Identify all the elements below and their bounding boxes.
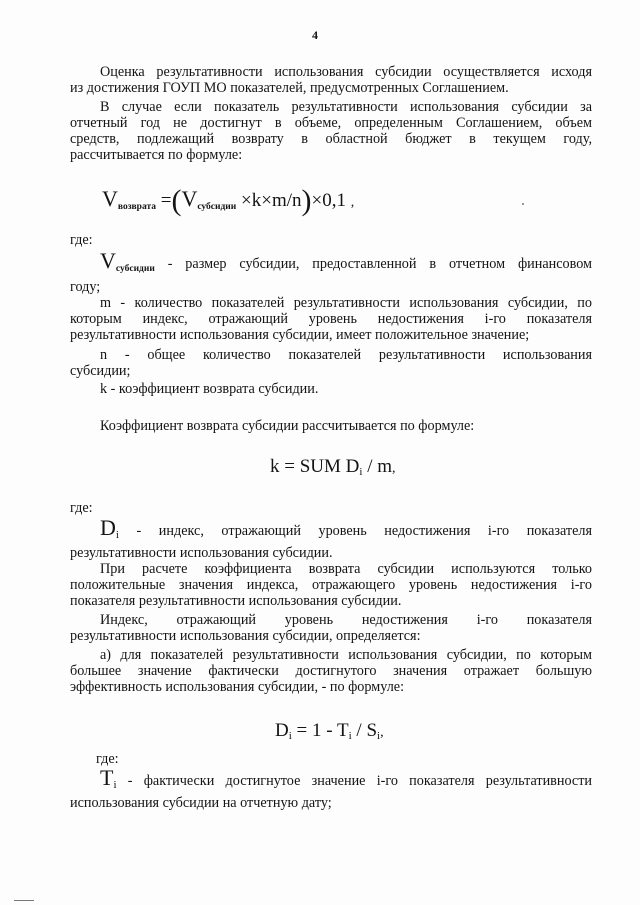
text-line: При расчете коэффициента возврата субсидии используются только: [100, 561, 592, 577]
text-line: результативности использования субсидии, определяется:: [70, 628, 421, 644]
text-line: которым индекс, отражающий уровень недостижения i-го показателя: [70, 311, 592, 327]
page-number: 4: [312, 28, 318, 42]
text-line: показателя результативности использования субсидии.: [70, 593, 402, 609]
text-line: использования субсидии на отчетную дату;: [70, 795, 332, 811]
text-line: из достижения ГОУП МО показателей, предусмотренных Соглашением.: [70, 80, 509, 96]
speck: [522, 203, 524, 205]
formula-coefficient: k = SUM Di / m,: [270, 456, 396, 478]
text-line: m - количество показателей результативности использования субсидии, по: [100, 295, 592, 311]
paragraph-return-case: [70, 99, 592, 163]
definition-v-subsidy: $V_{субсидии}$ - размер субсидии, предоставленной в отчетном финансовом году;: [70, 248, 593, 295]
text-line: эффективность использования субсидии, - по формуле:: [70, 679, 405, 695]
where-label: где:: [70, 500, 93, 516]
paragraph-index: [70, 612, 592, 644]
where-label: где:: [96, 751, 119, 767]
paragraph-calculation: [70, 561, 592, 609]
text-line: Индекс, отражающий уровень недостижения i-го показателя: [100, 612, 592, 628]
definition-t: $T_i$ - фактически достигнутое значение i-го показателя результативности использования субсидии на отчетную дату;: [70, 765, 592, 811]
formula-return-amount: $V_{возврата} =(V_{субсидии} \times k\times m/n)\times 0,1$ ,: [102, 184, 355, 217]
text-line: результативности использования субсидии, имеет положительное значение;: [70, 327, 530, 343]
definition-n: [70, 347, 592, 379]
text-line: Оценка результативности использования субсидии осуществляется исходя: [100, 64, 592, 80]
definition-k: k - коэффициент возврата субсидии.: [100, 381, 319, 397]
text-line: отчетный год не достигнут в объеме, определенным Соглашением, объем: [70, 115, 592, 131]
text-line: В случае если показатель результативности использования субсидии за: [100, 99, 592, 115]
formula-index: Di = 1 - Ti / Si,: [275, 720, 384, 742]
footer-divider: [14, 900, 34, 901]
definition-d: $D_i$ - индекс, отражающий уровень недостижения i-го показателя результативности использования субсидии.: [70, 515, 592, 561]
coefficient-intro: Коэффициент возврата субсидии рассчитывается по формуле:: [100, 418, 475, 434]
text-line: средств, подлежащий возврату в областной бюджет в текущем году,: [70, 131, 592, 147]
paragraph-item-a: [70, 647, 592, 695]
text-line: году;: [70, 279, 101, 295]
text-line: а) для показателей результативности использования субсидии, по которым: [100, 647, 592, 663]
text-line: большее значение фактически достигнутого значения отражает большую: [70, 663, 592, 679]
text-line: результативности использования субсидии.: [70, 545, 333, 561]
text-line: положительные значения индекса, отражающего уровень недостижения i-го: [70, 577, 592, 593]
text-line: рассчитывается по формуле:: [70, 147, 243, 163]
text-line: субсидии;: [70, 363, 131, 379]
text-line: n - общее количество показателей результативности использования: [100, 347, 592, 363]
where-label: где:: [70, 232, 93, 248]
paragraph-evaluation: [70, 64, 592, 96]
definition-m: [70, 295, 592, 343]
